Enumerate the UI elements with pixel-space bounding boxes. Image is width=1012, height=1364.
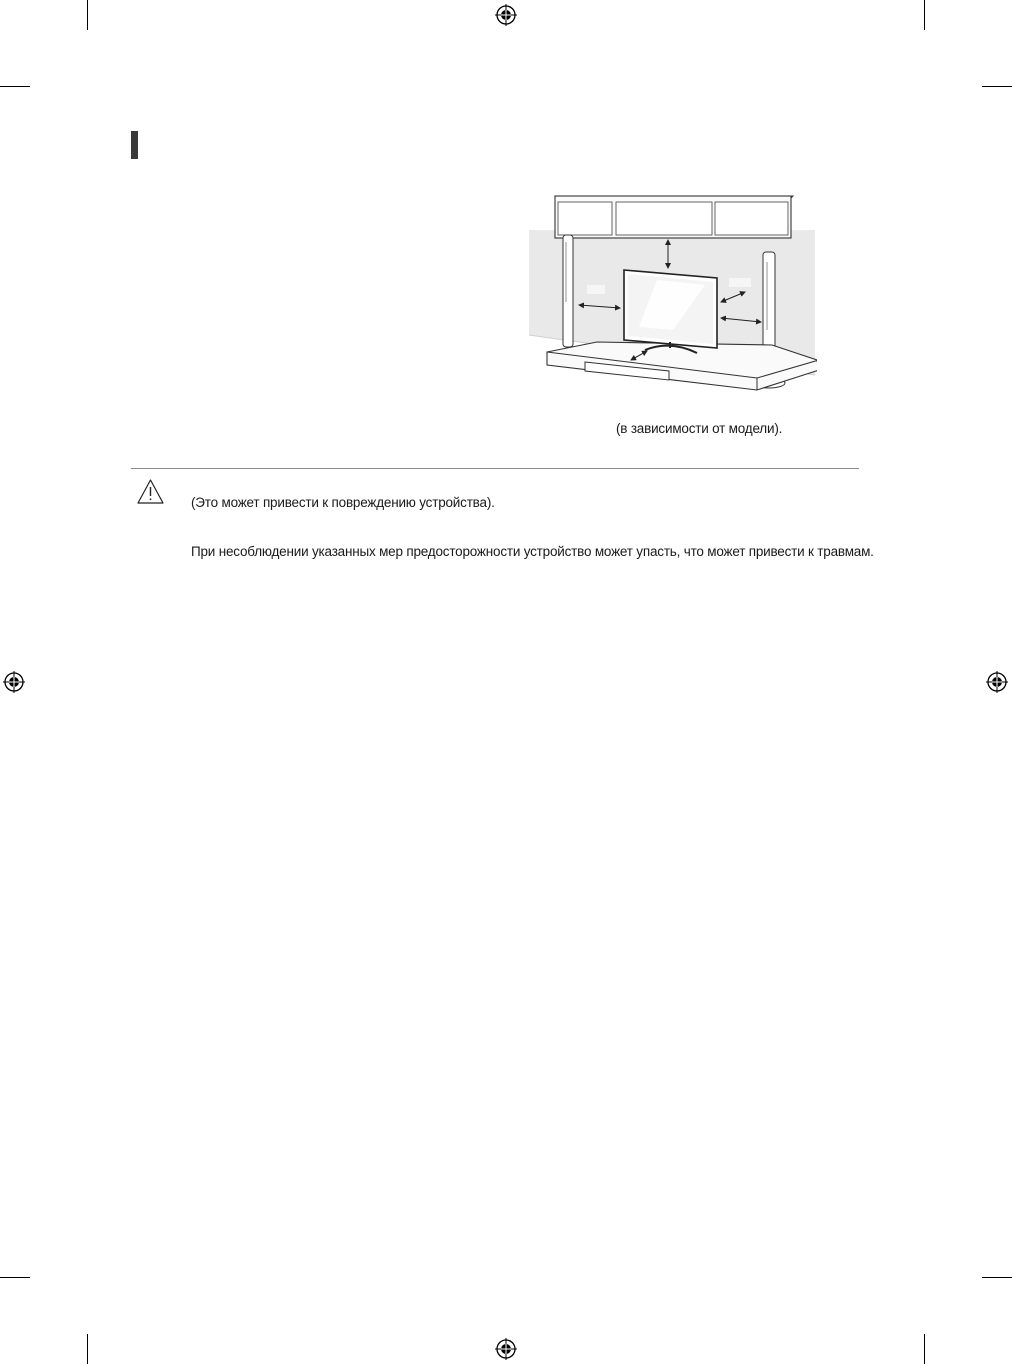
registration-mark-icon [3, 671, 25, 693]
crop-mark [0, 1277, 30, 1278]
caution-note-injury: При несоблюдении указанных мер предосторожности устройство может упасть, что может привести к травмам. [191, 544, 874, 559]
tv-installation-illustration [527, 190, 817, 395]
registration-mark-icon [495, 1338, 517, 1360]
crop-mark [924, 1334, 925, 1364]
registration-mark-icon [495, 4, 517, 26]
section-heading-marker [131, 131, 138, 159]
crop-mark [87, 1334, 88, 1364]
crop-mark [87, 0, 88, 30]
crop-mark [0, 86, 30, 87]
section-divider [131, 468, 859, 469]
registration-mark-icon [986, 671, 1008, 693]
figure-caption: (в зависимости от модели). [616, 421, 783, 436]
crop-mark [924, 0, 925, 30]
warning-triangle-icon [136, 478, 165, 505]
caution-note-damage: (Это может привести к повреждению устройства). [191, 495, 495, 510]
crop-mark [982, 86, 1012, 87]
crop-mark [982, 1277, 1012, 1278]
